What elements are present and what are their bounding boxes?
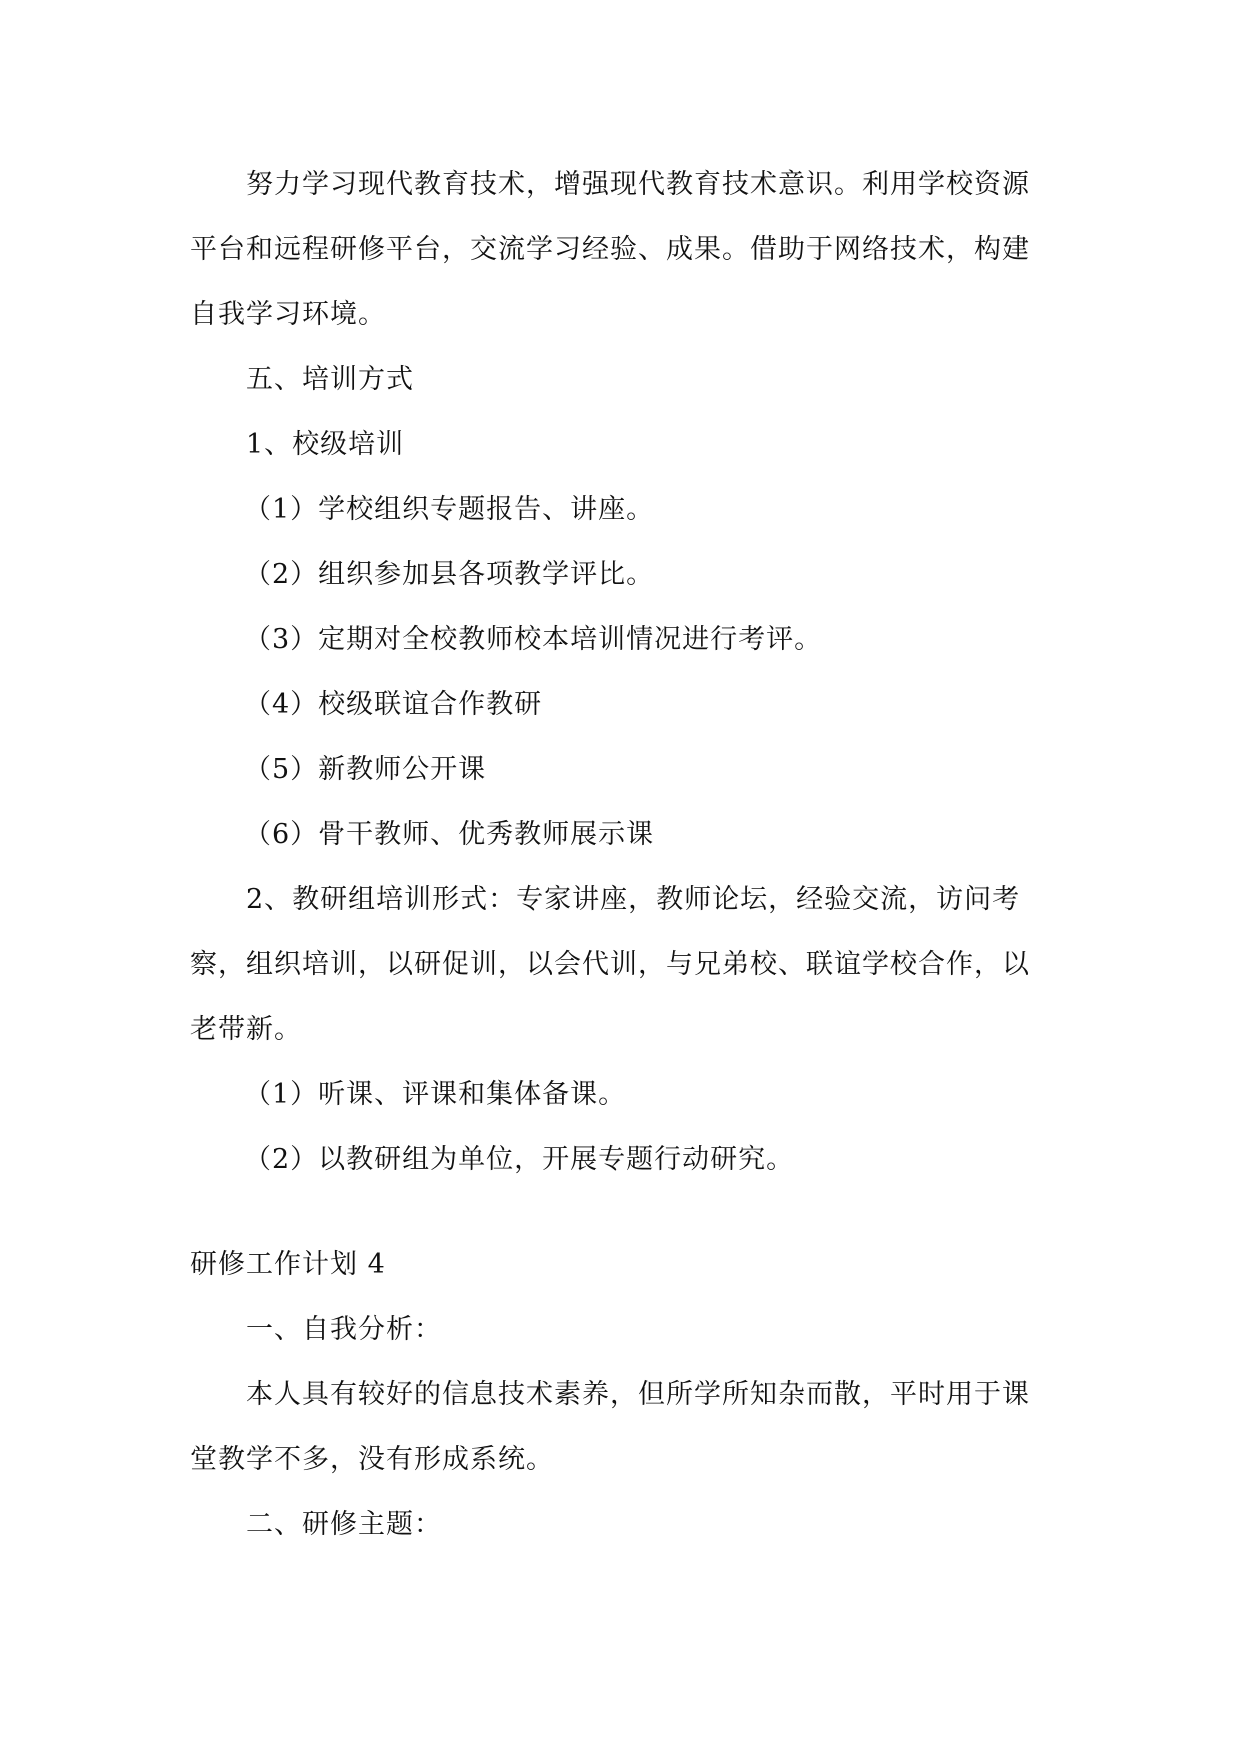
paragraph-resource-platform: 努力学习现代教育技术，增强现代教育技术意识。利用学校资源平台和远程研修平台，交流学习经验、成果。借助于网络技术，构建自我学习环境。 bbox=[190, 169, 1030, 330]
paragraph-self-analysis: 本人具有较好的信息技术素养，但所学所知杂而散，平时用于课堂教学不多，没有形成系统。 bbox=[190, 1379, 1030, 1475]
document-body bbox=[190, 152, 1052, 1557]
plan-4-title: 研修工作计划 4 bbox=[190, 1249, 386, 1280]
heading-self-analysis: 一、自我分析： bbox=[246, 1314, 442, 1345]
list-item-school-training-4: （4）校级联谊合作教研 bbox=[244, 689, 543, 720]
section-spacer bbox=[190, 1192, 1052, 1232]
heading-training-methods: 五、培训方式 bbox=[246, 364, 414, 395]
list-item-school-training-2: （2）组织参加县各项教学评比。 bbox=[244, 559, 655, 590]
list-item-group-training-2: （2）以教研组为单位，开展专题行动研究。 bbox=[244, 1144, 795, 1175]
heading-research-theme: 二、研修主题： bbox=[246, 1509, 442, 1540]
list-item-school-training-6: （6）骨干教师、优秀教师展示课 bbox=[244, 819, 655, 850]
heading-school-level-training: 1、校级培训 bbox=[246, 429, 405, 460]
list-item-group-training-1: （1）听课、评课和集体备课。 bbox=[244, 1079, 627, 1110]
list-item-school-training-5: （5）新教师公开课 bbox=[244, 754, 487, 785]
paragraph-teaching-group-training: 2、教研组培训形式：专家讲座，教师论坛，经验交流，访问考察，组织培训，以研促训，以会代训，与兄弟校、联谊学校合作，以老带新。 bbox=[190, 884, 1030, 1045]
list-item-school-training-1: （1）学校组织专题报告、讲座。 bbox=[244, 494, 655, 525]
list-item-school-training-3: （3）定期对全校教师校本培训情况进行考评。 bbox=[244, 624, 823, 655]
